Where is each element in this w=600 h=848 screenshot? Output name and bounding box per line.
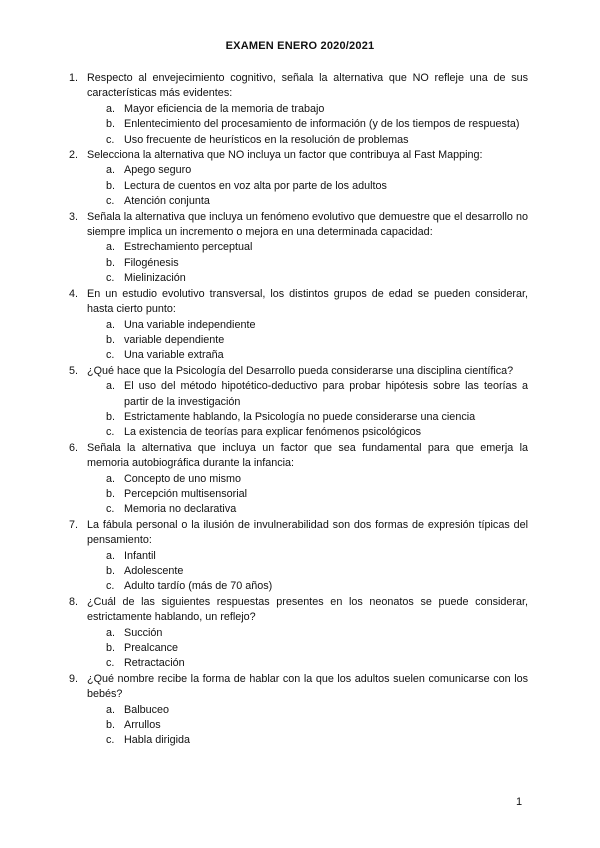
option-item <box>106 549 528 564</box>
option-text: Uso frecuente de heurísticos en la resolución de problemas <box>124 133 409 146</box>
question-text: Selecciona la alternativa que NO incluya un factor que contribuya al Fast Mapping: <box>87 149 483 162</box>
question-number: 1. <box>69 72 79 84</box>
option-text: Mielinización <box>124 272 186 285</box>
option-list <box>87 703 528 749</box>
option-letter: b. <box>106 642 116 655</box>
question-text: ¿Qué nombre recibe la forma de hablar con la que los adultos suelen comunicarse con los bebés? <box>87 672 528 701</box>
question-number: 5. <box>69 364 79 377</box>
option-item <box>106 271 528 286</box>
option-letter: b. <box>106 410 116 423</box>
question-item <box>69 441 528 518</box>
option-list <box>87 549 528 595</box>
option-text: Succión <box>124 626 163 639</box>
question-item <box>69 287 528 364</box>
question-item <box>69 672 528 749</box>
option-text: Habla dirigida <box>124 734 191 747</box>
option-text: Filogénesis <box>124 256 179 269</box>
question-number: 9. <box>69 672 79 685</box>
option-letter: b. <box>106 179 116 192</box>
option-letter: b. <box>106 565 116 577</box>
option-text: Una variable extraña <box>124 349 224 362</box>
option-item <box>106 425 528 440</box>
option-letter: c. <box>106 503 115 516</box>
option-item <box>106 733 528 748</box>
option-letter: c. <box>106 133 115 146</box>
option-text: Adulto tardío (más de 70 años) <box>124 580 273 593</box>
option-item <box>106 472 528 487</box>
option-text: Infantil <box>124 549 156 562</box>
option-item <box>106 194 528 209</box>
option-text: Prealcance <box>124 642 179 655</box>
question-item <box>69 210 528 287</box>
question-list <box>69 71 528 749</box>
option-letter: a. <box>106 472 116 485</box>
page-number: 1 <box>516 796 523 808</box>
question-text: Señala la alternativa que incluya un fenómeno evolutivo que demuestre que el desarrollo no siempre implica un incremento o mejora en una determinada capacidad: <box>87 210 528 239</box>
option-text: Concepto de uno mismo <box>124 472 242 485</box>
option-letter: c. <box>106 657 115 670</box>
option-text: Retractación <box>124 657 185 670</box>
option-text: Adolescente <box>124 565 184 577</box>
option-item <box>106 626 528 641</box>
option-item <box>106 179 528 194</box>
question-number: 2. <box>69 149 79 162</box>
option-letter: a. <box>106 703 116 716</box>
option-item <box>106 133 528 148</box>
option-list <box>87 472 528 518</box>
question-number: 4. <box>69 287 79 300</box>
option-text: Balbuceo <box>124 703 170 716</box>
option-list <box>87 102 528 148</box>
option-item <box>106 240 528 255</box>
option-item <box>106 579 528 594</box>
option-item <box>106 703 528 718</box>
option-item <box>106 256 528 271</box>
option-item <box>106 102 528 117</box>
question-text: ¿Cuál de las siguientes respuestas presentes en los neonatos se puede considerar, estrictamente hablando, un reflejo? <box>87 595 528 624</box>
option-item <box>106 641 528 656</box>
question-text: ¿Qué hace que la Psicología del Desarrollo pueda considerarse una disciplina científica? <box>87 364 514 377</box>
option-letter: c. <box>106 195 115 208</box>
option-item <box>106 410 528 425</box>
option-letter: a. <box>106 380 116 393</box>
question-item <box>69 595 528 672</box>
option-letter: a. <box>106 626 116 639</box>
option-item <box>106 318 528 333</box>
option-letter: a. <box>106 549 116 562</box>
question-item <box>69 148 528 210</box>
option-text: Enlentecimiento del procesamiento de información (y de los tiempos de respuesta) <box>124 118 520 131</box>
option-item <box>106 163 528 178</box>
option-list <box>87 240 528 286</box>
option-letter: a. <box>106 164 116 177</box>
option-letter: a. <box>106 318 116 331</box>
option-list <box>87 163 528 209</box>
option-item <box>106 117 528 132</box>
option-letter: a. <box>106 241 116 254</box>
option-letter: c. <box>106 272 115 285</box>
option-text: variable dependiente <box>124 333 225 346</box>
question-text: En un estudio evolutivo transversal, los distintos grupos de edad se pueden considerar, hasta cierto punto: <box>87 287 528 316</box>
option-letter: a. <box>106 102 116 115</box>
question-number: 6. <box>69 441 79 454</box>
option-letter: c. <box>106 349 115 362</box>
option-letter: b. <box>106 118 116 131</box>
option-letter: b. <box>106 333 116 346</box>
option-item <box>106 564 528 579</box>
question-number: 8. <box>69 595 79 608</box>
option-text: Mayor eficiencia de la memoria de trabajo <box>124 102 325 115</box>
question-item <box>69 71 528 148</box>
option-letter: c. <box>106 426 115 439</box>
option-text: Una variable independiente <box>124 318 256 331</box>
option-letter: c. <box>106 734 115 747</box>
option-text: El uso del método hipotético-deductivo para probar hipótesis sobre las teorías a partir de la investigación <box>124 380 528 408</box>
option-letter: c. <box>106 580 115 593</box>
option-letter: b. <box>106 487 116 500</box>
option-letter: b. <box>106 256 116 269</box>
option-item <box>106 379 528 410</box>
option-item <box>106 348 528 363</box>
question-number: 7. <box>69 518 79 531</box>
option-item <box>106 718 528 733</box>
option-text: Apego seguro <box>124 164 192 177</box>
option-text: Percepción multisensorial <box>124 487 248 500</box>
option-item <box>106 656 528 671</box>
exam-title: EXAMEN ENERO 2020/2021 <box>225 40 375 52</box>
question-number: 3. <box>69 210 79 223</box>
option-text: Estrechamiento perceptual <box>124 241 253 254</box>
option-list <box>87 379 528 441</box>
option-item <box>106 502 528 517</box>
option-text: Atención conjunta <box>124 195 210 208</box>
option-text: Estrictamente hablando, la Psicología no puede considerarse una ciencia <box>124 410 476 423</box>
option-item <box>106 487 528 502</box>
option-text: Lectura de cuentos en voz alta por parte de los adultos <box>124 179 387 192</box>
option-text: Arrullos <box>124 719 161 732</box>
option-text: La existencia de teorías para explicar fenómenos psicológicos <box>124 426 422 439</box>
option-text: Memoria no declarativa <box>124 503 237 516</box>
question-item <box>69 364 528 441</box>
question-item <box>69 518 528 595</box>
question-text: Señala la alternativa que incluya un factor que sea fundamental para que emerja la memoria autobiográfica durante la infancia: <box>87 441 528 470</box>
question-text: Respecto al envejecimiento cognitivo, señala la alternativa que NO refleje una de sus características más evidentes: <box>87 72 528 100</box>
option-list <box>87 318 528 364</box>
option-list <box>87 626 528 672</box>
option-item <box>106 333 528 348</box>
option-letter: b. <box>106 719 116 732</box>
question-text: La fábula personal o la ilusión de invulnerabilidad son dos formas de expresión típicas del pensamiento: <box>87 518 528 547</box>
